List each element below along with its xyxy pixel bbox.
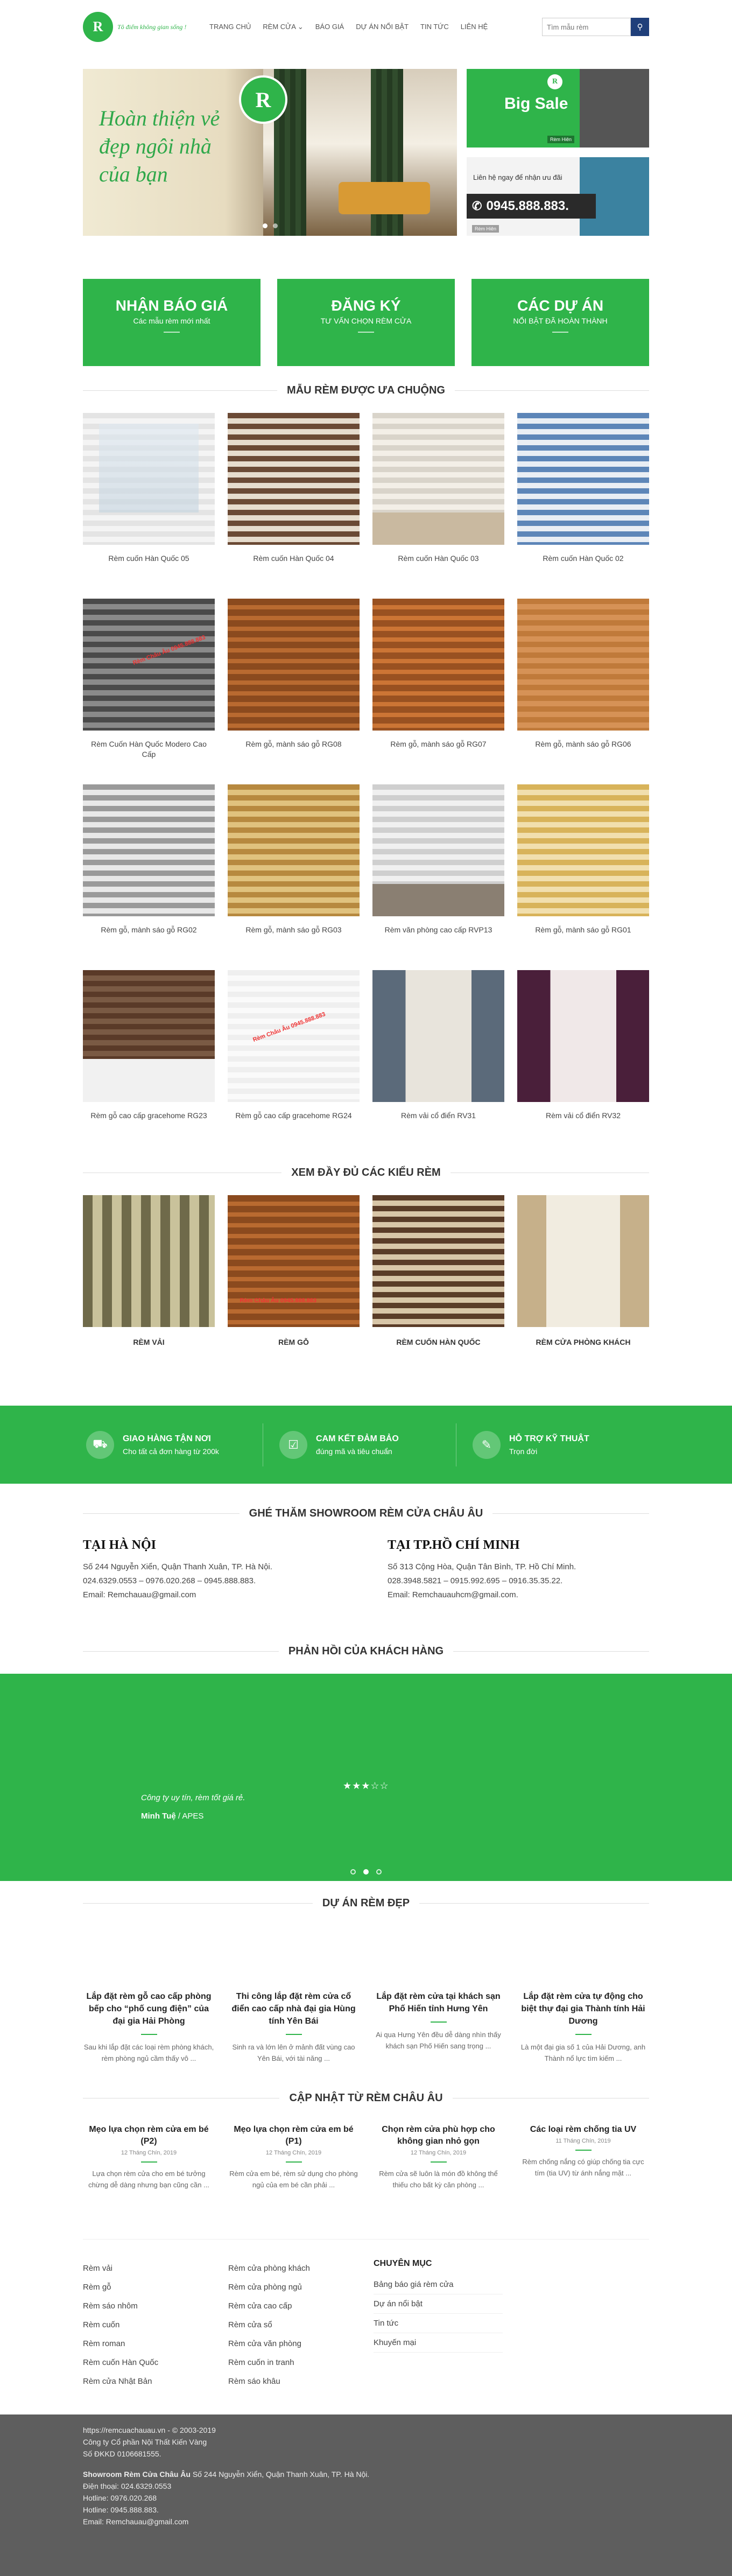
footer-link[interactable]: Rèm cửa Nhật Bản [83, 2377, 152, 2386]
product-card[interactable] [83, 599, 215, 784]
main-nav [209, 23, 488, 31]
cta-register[interactable] [277, 279, 455, 366]
footer-cat-title: CHUYÊN MỤC [374, 2259, 432, 2268]
news-desc: Lựa chọn rèm cửa cho em bé tưởng chừng dễ dàng nhưng bạn cũng cần ... [88, 2170, 209, 2189]
author-company: / APES [175, 1812, 204, 1821]
news-date: 11 Tháng Chín, 2019 [555, 2138, 611, 2144]
footer-col-2 [228, 2259, 374, 2391]
showroom-hanoi [83, 1538, 344, 1602]
product-image [372, 784, 504, 916]
project-title: Lắp đặt rèm cửa tại khách sạn Phố Hiến tỉnh Hưng Yên [376, 1992, 501, 2013]
author-name: Minh Tuệ [141, 1812, 176, 1821]
site-logo[interactable] [83, 12, 209, 42]
footer-company: Công ty Cổ phần Nội Thất Kiến Vàng [83, 2438, 207, 2446]
section-heading: PHẢN HỒI CỦA KHÁCH HÀNG [288, 1645, 444, 1657]
watermark-text: Rèm Châu Âu 0945.888.883 [240, 1297, 316, 1304]
footer-link[interactable]: Rèm cửa phòng ngủ [228, 2283, 302, 2292]
news-title: Các loại rèm chống tia UV [530, 2125, 637, 2134]
product-image [228, 970, 360, 1102]
product-card[interactable] [517, 599, 649, 784]
nav-news[interactable]: TIN TỨC [420, 23, 449, 31]
rating-stars: ★★★☆☆ [343, 1780, 389, 1791]
section-title-styles [83, 1167, 649, 1179]
product-grid [83, 413, 649, 1156]
footer-link[interactable]: Rèm sáo nhôm [83, 2301, 138, 2311]
sofa-decor [339, 182, 430, 214]
side-banners [467, 69, 649, 236]
footer-link[interactable]: Rèm roman [83, 2339, 125, 2348]
style-card-fabric[interactable] [83, 1195, 215, 1346]
hero-room-image [263, 69, 457, 236]
product-card[interactable] [228, 599, 360, 784]
showroom-info [83, 1538, 649, 1602]
footer-col-1 [83, 2259, 228, 2391]
style-label: RÈM CUỐN HÀN QUỐC [396, 1338, 481, 1346]
footer-showroom-address: Số 244 Nguyễn Xiển, Quận Thanh Xuân, TP. Hà Nội. [190, 2470, 370, 2479]
product-name: Rèm gỗ, mành sáo gỗ RG03 [245, 925, 342, 934]
footer-hotline: Hotline: 0945.888.883. [83, 2505, 159, 2514]
style-card-roller[interactable] [372, 1195, 504, 1346]
feature-guarantee [263, 1423, 456, 1466]
footer-tel: Điện thoại: 024.6329.0553 [83, 2482, 172, 2490]
showroom-email: Email: Remchauau@gmail.com [83, 1590, 196, 1599]
footer-link[interactable]: Rèm gỗ [83, 2283, 111, 2292]
footer-bottom [0, 2414, 732, 2576]
news-card[interactable] [83, 2124, 215, 2191]
chevron-down-icon: ⌄ [297, 23, 304, 31]
showroom-hcm [388, 1538, 649, 1602]
watermark-text: Rèm Châu Âu 0945.888.883 [131, 634, 206, 667]
hero [83, 69, 649, 236]
product-image [517, 599, 649, 731]
cta-sub: NỔI BẬT ĐÃ HOÀN THÀNH [513, 317, 608, 325]
product-image [228, 599, 360, 731]
hero-logo-badge: R [239, 75, 287, 124]
showroom-address: Số 244 Nguyễn Xiển, Quận Thanh Xuân, TP. Hà Nội. [83, 1562, 272, 1571]
footer-link[interactable]: Rèm cuốn Hàn Quốc [83, 2358, 159, 2367]
product-card[interactable] [372, 599, 504, 784]
nav-curtains[interactable] [263, 23, 303, 31]
nav-pricing[interactable]: BÁO GIÁ [315, 23, 344, 31]
project-list [83, 1990, 649, 2064]
news-card[interactable] [517, 2124, 649, 2191]
section-title-feedback [83, 1645, 649, 1658]
product-name: Rèm văn phòng cao cấp RVP13 [384, 925, 492, 934]
site-header [83, 0, 649, 1346]
feature-sub: Trọn đời [509, 1447, 538, 1456]
news-title: Mẹo lựa chọn rèm cửa em bé (P2) [89, 2125, 209, 2146]
news-desc: Rèm chống nắng có giúp chống tia cực tím (tia UV) từ ánh nắng mặt ... [522, 2158, 644, 2177]
product-name: Rèm gỗ, mành sáo gỗ RG01 [535, 925, 631, 934]
product-card[interactable] [372, 784, 504, 970]
project-title: Thi công lắp đặt rèm cửa cổ điển cao cấp nhà đại gia Hùng tính Yên Bái [231, 1992, 356, 2026]
style-label: RÈM GỖ [278, 1338, 309, 1346]
product-image [83, 970, 215, 1102]
footer-link[interactable]: Rèm cuốn [83, 2320, 120, 2329]
product-card[interactable] [517, 784, 649, 970]
banner-logo: R [547, 74, 562, 89]
style-image [228, 1195, 360, 1327]
product-image [517, 970, 649, 1102]
style-grid [83, 1195, 649, 1346]
footer-hotline: Hotline: 0976.020.268 [83, 2494, 157, 2502]
section-title-popular [83, 384, 649, 397]
style-image [83, 1195, 215, 1327]
footer-categories [374, 2259, 519, 2391]
logo-mark: R [83, 12, 113, 42]
project-card[interactable] [83, 1990, 215, 2064]
product-name: Rèm gỗ, mành sáo gỗ RG07 [390, 740, 487, 748]
footer-copyright: https://remcuachauau.vn - © 2003-2019 [83, 2426, 216, 2434]
phone-strip [467, 194, 596, 219]
product-name: Rèm gỗ, mành sáo gỗ RG06 [535, 740, 631, 748]
search-input[interactable] [542, 18, 631, 36]
product-image [228, 413, 360, 545]
section-heading: DỰ ÁN RÈM ĐẸP [322, 1897, 410, 1909]
product-name: Rèm vải cổ điển RV32 [545, 1111, 621, 1120]
section-title-showroom [83, 1507, 649, 1520]
features-bar [0, 1406, 732, 1484]
nav-contact[interactable]: LIÊN HỆ [460, 23, 488, 31]
footer-license: Số ĐKKD 0106681555. [83, 2449, 161, 2458]
search-icon: ⚲ [637, 23, 643, 32]
news-desc: Rèm cửa em bé, rèm sử dụng cho phòng ngủ của em bé cần phải ... [229, 2170, 358, 2189]
section-heading: GHÉ THĂM SHOWROOM RÈM CỬA CHÂU ÂU [249, 1507, 483, 1519]
testimonial-dots [350, 1869, 382, 1875]
style-label: RÈM VẢI [133, 1338, 165, 1346]
product-card[interactable] [228, 413, 360, 599]
product-image [83, 413, 215, 545]
testimonial-author [141, 1812, 203, 1821]
product-name: Rèm Cuốn Hàn Quốc Modero Cao Cấp [91, 740, 207, 759]
sale-title: Big Sale [504, 95, 568, 113]
project-card[interactable] [517, 1990, 649, 2064]
product-card[interactable] [517, 970, 649, 1156]
slider-dot[interactable] [376, 1869, 382, 1875]
showroom-address: Số 313 Cộng Hòa, Quận Tân Bình, TP. Hồ Chí Minh. [388, 1562, 576, 1571]
footer-link[interactable]: Rèm cửa sổ [228, 2320, 272, 2329]
feature-title: HỖ TRỢ KỸ THUẬT [509, 1434, 589, 1443]
showroom-city: TẠI TP.HỒ CHÍ MINH [388, 1538, 520, 1552]
footer-cat-link[interactable]: Tin tức [374, 2314, 503, 2333]
truck-icon: ⛟ [86, 1431, 114, 1459]
product-name: Rèm cuốn Hàn Quốc 05 [108, 554, 189, 563]
product-image [83, 784, 215, 916]
cta-title: NHẬN BÁO GIÁ [115, 297, 228, 314]
product-image [517, 413, 649, 545]
search-button[interactable] [631, 18, 649, 36]
slider-dot[interactable] [350, 1869, 356, 1875]
product-image [228, 784, 360, 916]
footer-showroom-label: Showroom Rèm Cửa Châu Âu [83, 2470, 191, 2479]
hero-headline: Hoàn thiện vẻ đẹp ngôi nhà của bạn [99, 106, 220, 186]
product-card[interactable] [372, 413, 504, 599]
showroom-phones: 028.3948.5821 – 0915.992.695 – 0916.35.35.22. [388, 1576, 563, 1585]
product-card[interactable] [83, 784, 215, 970]
product-name: Rèm cuốn Hàn Quốc 03 [398, 554, 479, 563]
project-title: Lắp đặt rèm cửa tự động cho biệt thự đại gia Thành tính Hải Dương [521, 1992, 645, 2026]
news-date: 12 Tháng Chín, 2019 [265, 2150, 322, 2156]
big-sale-banner[interactable] [467, 69, 649, 148]
product-name: Rèm gỗ cao cấp gracehome RG23 [90, 1111, 207, 1120]
project-desc: Sinh ra và lớn lên ở mảnh đất vùng cao Yên Bái, với tài năng ... [232, 2043, 355, 2062]
cta-title: ĐĂNG KÝ [331, 297, 401, 314]
style-image [517, 1195, 649, 1327]
cta-quote[interactable] [83, 279, 261, 366]
phone-number: 0945.888.883. [486, 199, 569, 213]
cta-sub: Các mẫu rèm mới nhất [133, 317, 210, 325]
testimonial-quote: Công ty uy tín, rèm tốt giá rẻ. [141, 1793, 245, 1802]
footer-cat-link[interactable]: Dự án nổi bật [374, 2294, 503, 2314]
style-card-wood[interactable] [228, 1195, 360, 1346]
news-title: Chọn rèm cửa phù hợp cho không gian nhỏ gọn [382, 2125, 495, 2146]
testimonial-slider [0, 1674, 732, 1881]
product-name: Rèm gỗ, mành sáo gỗ RG02 [101, 925, 197, 934]
slider-dot[interactable] [273, 223, 278, 228]
feature-sub: Cho tất cả đơn hàng từ 200k [123, 1447, 219, 1456]
section-heading: MẪU RÈM ĐƯỢC ƯA CHUỘNG [287, 384, 445, 396]
cta-projects[interactable] [471, 279, 649, 366]
showroom-city: TẠI HÀ NỘI [83, 1538, 157, 1552]
news-date: 12 Tháng Chín, 2019 [410, 2150, 467, 2156]
product-card[interactable] [228, 784, 360, 970]
product-card[interactable] [228, 970, 360, 1156]
section-heading: XEM ĐẦY ĐỦ CÁC KIỂU RÈM [291, 1167, 441, 1178]
footer-link[interactable]: Rèm cửa cao cấp [228, 2301, 292, 2311]
style-card-living-room[interactable] [517, 1195, 649, 1346]
news-list [83, 2124, 649, 2191]
product-card[interactable] [83, 413, 215, 599]
product-name: Rèm cuốn Hàn Quốc 04 [253, 554, 334, 563]
news-card[interactable] [228, 2124, 360, 2191]
news-title: Mẹo lựa chọn rèm cửa em bé (P1) [234, 2125, 354, 2146]
footer-email: Email: Remchauau@gmail.com [83, 2517, 189, 2526]
footer-link[interactable]: Rèm vải [83, 2264, 113, 2273]
feature-support [456, 1423, 649, 1466]
news-card[interactable] [372, 2124, 504, 2191]
footer-showroom [83, 2468, 649, 2480]
product-image [372, 970, 504, 1102]
slider-dot[interactable] [363, 1869, 369, 1875]
project-desc: Là một đại gia số 1 của Hải Dương, anh Thành nổ lực tìm kiếm ... [520, 2043, 646, 2062]
nav-projects[interactable]: DỰ ÁN NỔI BẬT [356, 23, 409, 31]
watermark-text: Rèm Châu Âu 0945.888.883 [251, 1010, 326, 1044]
news-desc: Rèm cửa sẽ luôn là món đồ không thể thiếu cho bất kỳ căn phòng ... [379, 2170, 498, 2189]
banner-caption: Rèm Hiên [547, 136, 574, 143]
cta-row [83, 279, 649, 366]
footer-link[interactable]: Rèm cuốn in tranh [228, 2358, 294, 2367]
showroom-phones: 024.6329.0553 – 0976.020.268 – 0945.888.883. [83, 1576, 256, 1585]
nav-curtains-label: RÈM CỬA [263, 23, 296, 31]
section-title-projects [83, 1897, 649, 1910]
product-card[interactable] [372, 970, 504, 1156]
style-label: RÈM CỬA PHÒNG KHÁCH [536, 1338, 631, 1346]
product-image [372, 599, 504, 731]
logo-tagline: Tô điểm không gian sống ! [117, 23, 187, 31]
product-name: Rèm gỗ cao cấp gracehome RG24 [235, 1111, 352, 1120]
project-desc: Sau khi lắp đặt các loại rèm phòng khách, rèm phòng ngủ cầm thấy vô ... [83, 2043, 214, 2062]
cta-title: CÁC DỰ ÁN [517, 297, 604, 314]
section-title-news [83, 2092, 649, 2104]
phone-icon: ✆ [472, 199, 482, 213]
product-name: Rèm vải cổ điển RV31 [400, 1111, 476, 1120]
phone-note: Liên hệ ngay để nhận ưu đãi [473, 173, 562, 181]
feature-title: GIAO HÀNG TẬN NƠI [123, 1434, 211, 1443]
product-image [83, 599, 215, 731]
slider-dot[interactable] [263, 223, 268, 228]
section-heading: CẬP NHẬT TỪ RÈM CHÂU ÂU [289, 2092, 443, 2104]
product-card[interactable] [517, 413, 649, 599]
feature-sub: đúng mã và tiêu chuẩn [316, 1447, 392, 1456]
footer-link[interactable]: Rèm cửa văn phòng [228, 2339, 301, 2348]
news-date: 12 Tháng Chín, 2019 [121, 2150, 177, 2156]
slider-dots [263, 223, 278, 228]
footer-cat-link[interactable]: Bảng báo giá rèm cửa [374, 2275, 503, 2294]
product-name: Rèm cuốn Hàn Quốc 02 [543, 554, 624, 563]
project-title: Lắp đặt rèm gỗ cao cấp phòng bếp cho “phố cung điện” của đại gia Hải Phòng [86, 1992, 212, 2026]
footer-link[interactable]: Rèm cửa phòng khách [228, 2264, 310, 2273]
footer-cat-link[interactable]: Khuyến mại [374, 2333, 503, 2353]
feature-title: CAM KẾT ĐẢM BẢO [316, 1434, 399, 1443]
project-card[interactable] [372, 1990, 504, 2064]
footer-links [83, 2239, 649, 2391]
project-desc: Ai qua Hưng Yên đều dễ dàng nhìn thấy khách sạn Phố Hiến sang trọng ... [376, 2031, 501, 2050]
product-image [517, 784, 649, 916]
nav-home[interactable]: TRANG CHỦ [209, 23, 251, 31]
project-card[interactable] [228, 1990, 360, 2064]
feature-delivery [83, 1423, 263, 1466]
footer-link[interactable]: Rèm sáo khâu [228, 2377, 280, 2386]
showroom-email: Email: Remchauauhcm@gmail.com. [388, 1590, 518, 1599]
cta-sub: TƯ VẤN CHỌN RÈM CỬA [320, 317, 412, 325]
banner-caption: Rèm Hiên [472, 225, 499, 233]
search-form [542, 18, 649, 36]
phone-banner[interactable] [467, 157, 649, 236]
product-image [372, 413, 504, 545]
product-name: Rèm gỗ, mành sáo gỗ RG08 [245, 740, 342, 748]
style-image [372, 1195, 504, 1327]
hero-slider[interactable] [83, 69, 457, 236]
checkbox-icon: ☑ [279, 1431, 307, 1459]
wrench-icon: ✎ [473, 1431, 501, 1459]
product-card[interactable] [83, 970, 215, 1156]
